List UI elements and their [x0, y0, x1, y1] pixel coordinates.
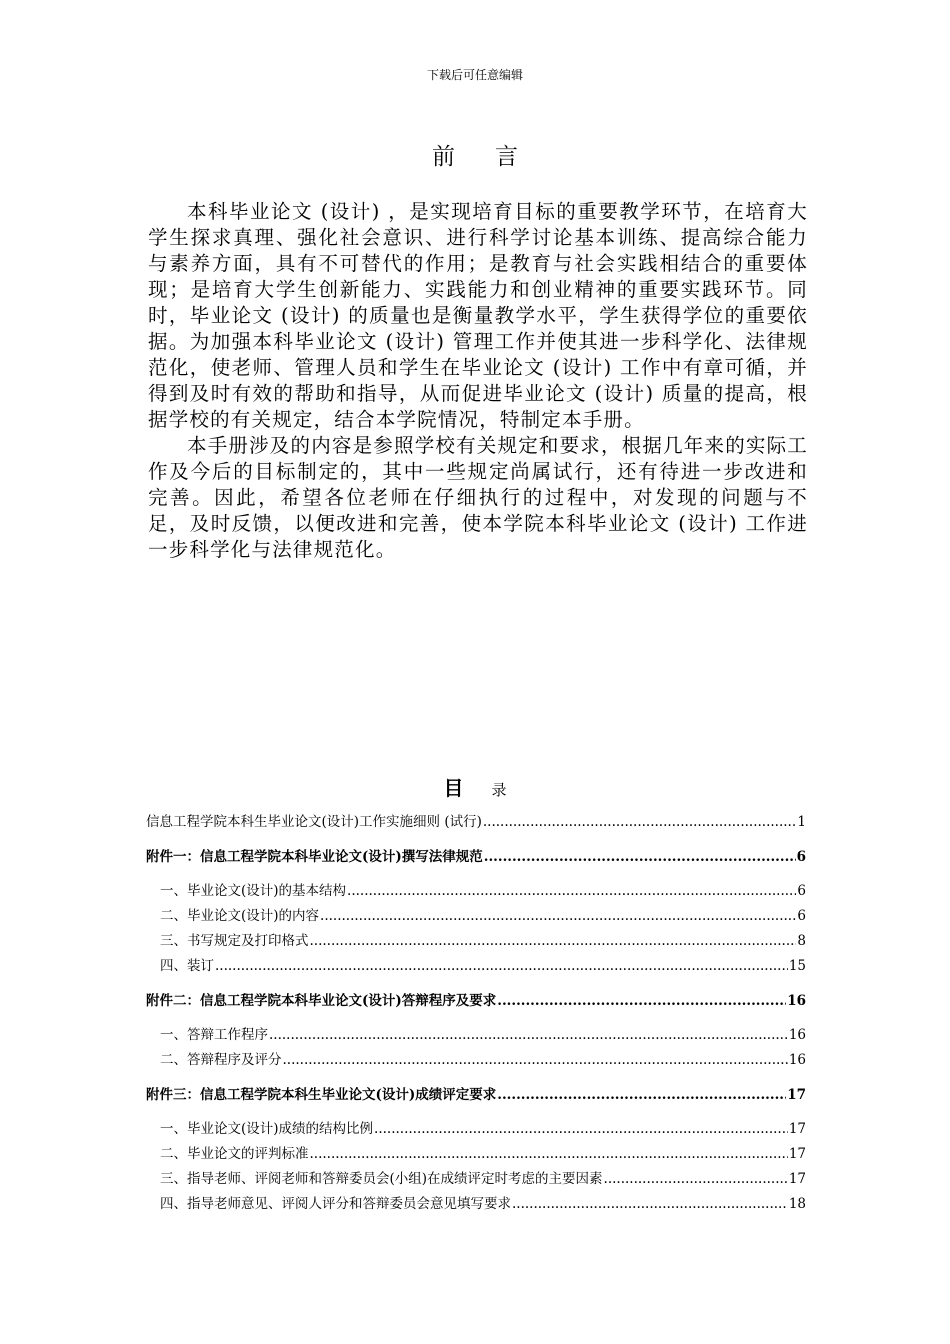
toc-entry-page: 15 [788, 958, 806, 974]
preface-title: 前言 [432, 144, 558, 170]
toc-entry[interactable] [146, 989, 806, 1009]
toc-entry-text: 四、装订 [160, 958, 214, 974]
toc-entry[interactable] [160, 929, 806, 949]
toc-entry-text: 二、答辩程序及评分 [160, 1052, 282, 1068]
toc-leader-dots [374, 1121, 788, 1137]
preface-paragraph: 本科毕业论文 (设计) ，是实现培育目标的重要教学环节，在培育大学生探求真理、强化社会意识、进行科学讨论基本训练、提高综合能力与素养方面，具有不可替代的作用；是教育与社会实践相结合的重要体现；是培育大学生创新能力、实践能力和创业精神的重要实践环节。同时，毕业论文 (设计) 的质量也是衡量教学水平，学生获得学位的重要依据。为加强本科毕业论文 (设计) 管理工作并使其进一步科学化、法律规范化，使老师、管理人员和学生在毕业论文 (设计) 工作中有章可循，并得到及时有效的帮助和指导，从而促进毕业论文 (设计) 质量的提高，根据学校的有关规定，结合本学院情况，特制定本手册。 [148, 200, 808, 431]
toc-entry-text: 一、毕业论文(设计)的基本结构 [160, 883, 347, 899]
toc-entry-text: 附件二：信息工程学院本科毕业论文(设计)答辩程序及要求 [146, 993, 497, 1009]
toc-entry-page: 1 [797, 814, 806, 830]
toc-leader-dots [483, 814, 797, 830]
preface-paragraph: 本手册涉及的内容是参照学校有关规定和要求，根据几年来的实际工作及今后的目标制定的，其中一些规定尚属试行，还有待进一步改进和完善。因此，希望各位老师在仔细执行的过程中，对发现的问题与不足，及时反馈，以便改进和完善，使本学院本科毕业论文 (设计) 工作进一步科学化与法律规范化。 [148, 434, 809, 561]
toc-entry-page: 18 [788, 1196, 806, 1212]
toc-entry-text: 三、书写规定及打印格式 [160, 933, 309, 949]
toc-leader-dots [484, 849, 796, 865]
toc-leader-dots [512, 1196, 788, 1212]
toc-leader-dots [269, 1027, 788, 1043]
toc-entry-page: 17 [788, 1171, 806, 1187]
toc-entry-text: 三、指导老师、评阅老师和答辩委员会(小组)在成绩评定时考虑的主要因素 [160, 1171, 603, 1187]
toc-entry[interactable] [160, 1167, 806, 1187]
toc-entry-page: 8 [797, 933, 806, 949]
toc-leader-dots [497, 993, 786, 1009]
toc-leader-dots [310, 1146, 788, 1162]
toc-entry[interactable] [146, 810, 806, 830]
toc-entry[interactable] [160, 1023, 806, 1043]
toc-leader-dots [215, 958, 788, 974]
toc-leader-dots [320, 908, 796, 924]
toc-entry-text: 附件三：信息工程学院本科生毕业论文(设计)成绩评定要求 [146, 1087, 497, 1103]
toc-entry[interactable] [160, 879, 806, 899]
toc-entry[interactable] [146, 1083, 806, 1103]
toc-entry[interactable] [146, 845, 806, 865]
toc-leader-dots [283, 1052, 788, 1068]
toc-entry[interactable] [160, 954, 806, 974]
toc-entry-page: 6 [797, 883, 806, 899]
toc-leader-dots [497, 1087, 786, 1103]
toc-entry[interactable] [160, 904, 806, 924]
toc-entry-page: 17 [788, 1146, 806, 1162]
toc-entry-text: 一、毕业论文(设计)成绩的结构比例 [160, 1121, 374, 1137]
toc-entry[interactable] [160, 1048, 806, 1068]
toc-entry-page: 17 [788, 1121, 806, 1137]
toc-entry-page: 16 [788, 1027, 806, 1043]
preface-body [148, 199, 808, 563]
toc-entry-page: 16 [787, 993, 806, 1009]
toc-leader-dots [347, 883, 796, 899]
toc-entry[interactable] [160, 1192, 806, 1212]
toc-entry-text: 四、指导老师意见、评阅人评分和答辩委员会意见填写要求 [160, 1196, 511, 1212]
toc-entry-text: 附件一：信息工程学院本科毕业论文(设计)撰写法律规范 [146, 849, 483, 865]
toc-entry[interactable] [160, 1142, 806, 1162]
toc-entry-page: 16 [788, 1052, 806, 1068]
toc-leader-dots [604, 1171, 788, 1187]
toc-title [0, 772, 950, 801]
toc-entry-page: 6 [796, 849, 806, 865]
toc-leader-dots [310, 933, 797, 949]
toc-title-main: 目 [443, 776, 464, 800]
toc-entry-text: 二、毕业论文的评判标准 [160, 1146, 309, 1162]
toc-entry[interactable] [160, 1117, 806, 1137]
toc-entry-page: 6 [797, 908, 806, 924]
toc-entry-page: 17 [787, 1087, 806, 1103]
toc-entry-text: 二、毕业论文(设计)的内容 [160, 908, 320, 924]
toc-title-secondary: 录 [491, 781, 507, 799]
toc-entry-text: 信息工程学院本科生毕业论文(设计)工作实施细则 (试行) [146, 814, 482, 830]
toc-entry-text: 一、答辩工作程序 [160, 1027, 268, 1043]
header-note: 下载后可任意编辑 [426, 68, 523, 82]
